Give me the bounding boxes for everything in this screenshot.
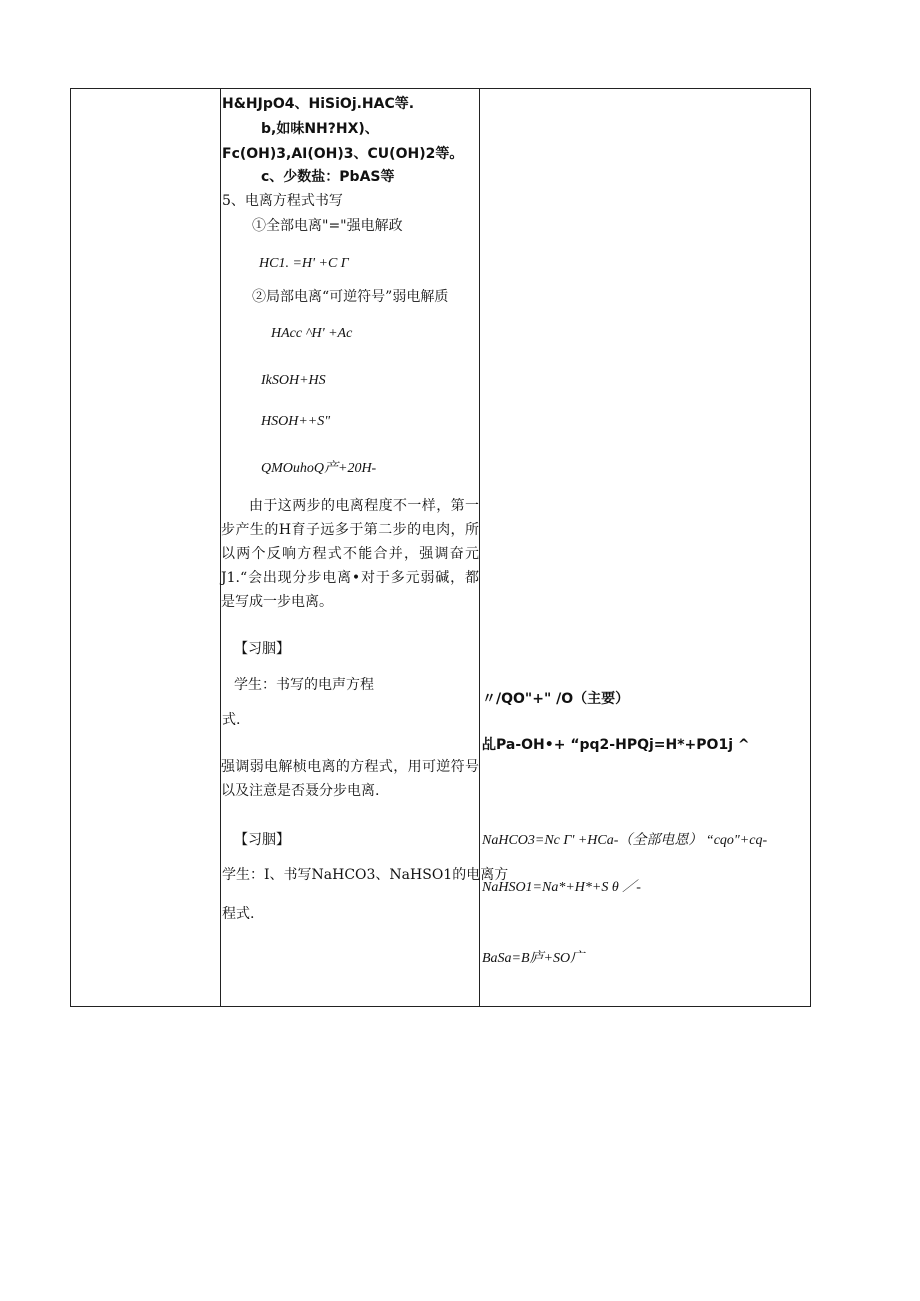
practice-heading-2: 【习胭】 <box>234 832 290 848</box>
right-equation-phosphate: 乩Pa-OH•+ “pq2-HPQj=H*+PO1j ^ <box>482 737 750 753</box>
right-equation-primary: 〃/QO"+" /O（主要） <box>482 691 630 707</box>
section-5-title: 5、电离方程式书写 <box>222 193 343 209</box>
practice-task-1-cont: 式. <box>222 712 241 728</box>
equation-hac: HAcc ^H' +Ac <box>271 326 353 341</box>
hydroxide-examples-line: Fc(OH)3,AI(OH)3、CU(OH)2等。 <box>222 146 464 162</box>
equation-step1: IkSOH+HS <box>261 373 326 388</box>
salt-examples-line: c、少数盐：PbAS等 <box>261 169 395 185</box>
emphasis-paragraph: 强调弱电解桢电离的方程式，用可逆符号以及注意是否聂分步电离. <box>221 759 479 799</box>
practice-task-2: 学生：I、书写NaHCO3、NaHSO1的电离方 <box>222 867 509 883</box>
practice-task-1: 学生：书写的电声方程 <box>234 677 374 693</box>
right-equation-nahco3: NaHCO3=Nc Γ' +HCa-（全部电恩） “cqo"+cq- <box>482 833 768 848</box>
equation-step2: HSOH++S" <box>261 414 331 429</box>
acid-examples-line: H&HJpO4、HiSiOj.HAC等. <box>222 96 415 112</box>
full-ionization-item: ①全部电离"="强电解政 <box>252 218 403 234</box>
practice-task-2-cont: 程式. <box>222 906 255 922</box>
practice-heading-1: 【习胭】 <box>234 641 290 657</box>
right-equation-nahso4: NaHSO1=Na*+H*+S θ ／- <box>482 880 641 895</box>
lesson-table <box>70 88 811 1007</box>
equation-base: QMOuhoQ产+20H- <box>261 461 377 476</box>
explanation-paragraph: 由于这两步的电离程度不一样，第一步产生的H育子远多于第二步的电肉，所以两个反响方程式不能合并，强调奋元J1.“会出现分步电离•对于多元弱碱，都是写成一步电离。 <box>221 498 479 610</box>
equation-hcl: HC1. =H' +C Γ <box>259 256 349 271</box>
right-equation-baso4: BaSa=B庐+SO广 <box>482 951 585 966</box>
weak-base-line: b,如味NH?HX)、 <box>261 121 379 137</box>
partial-ionization-item: ②局部电离“可逆符号”弱电解质 <box>252 289 449 305</box>
